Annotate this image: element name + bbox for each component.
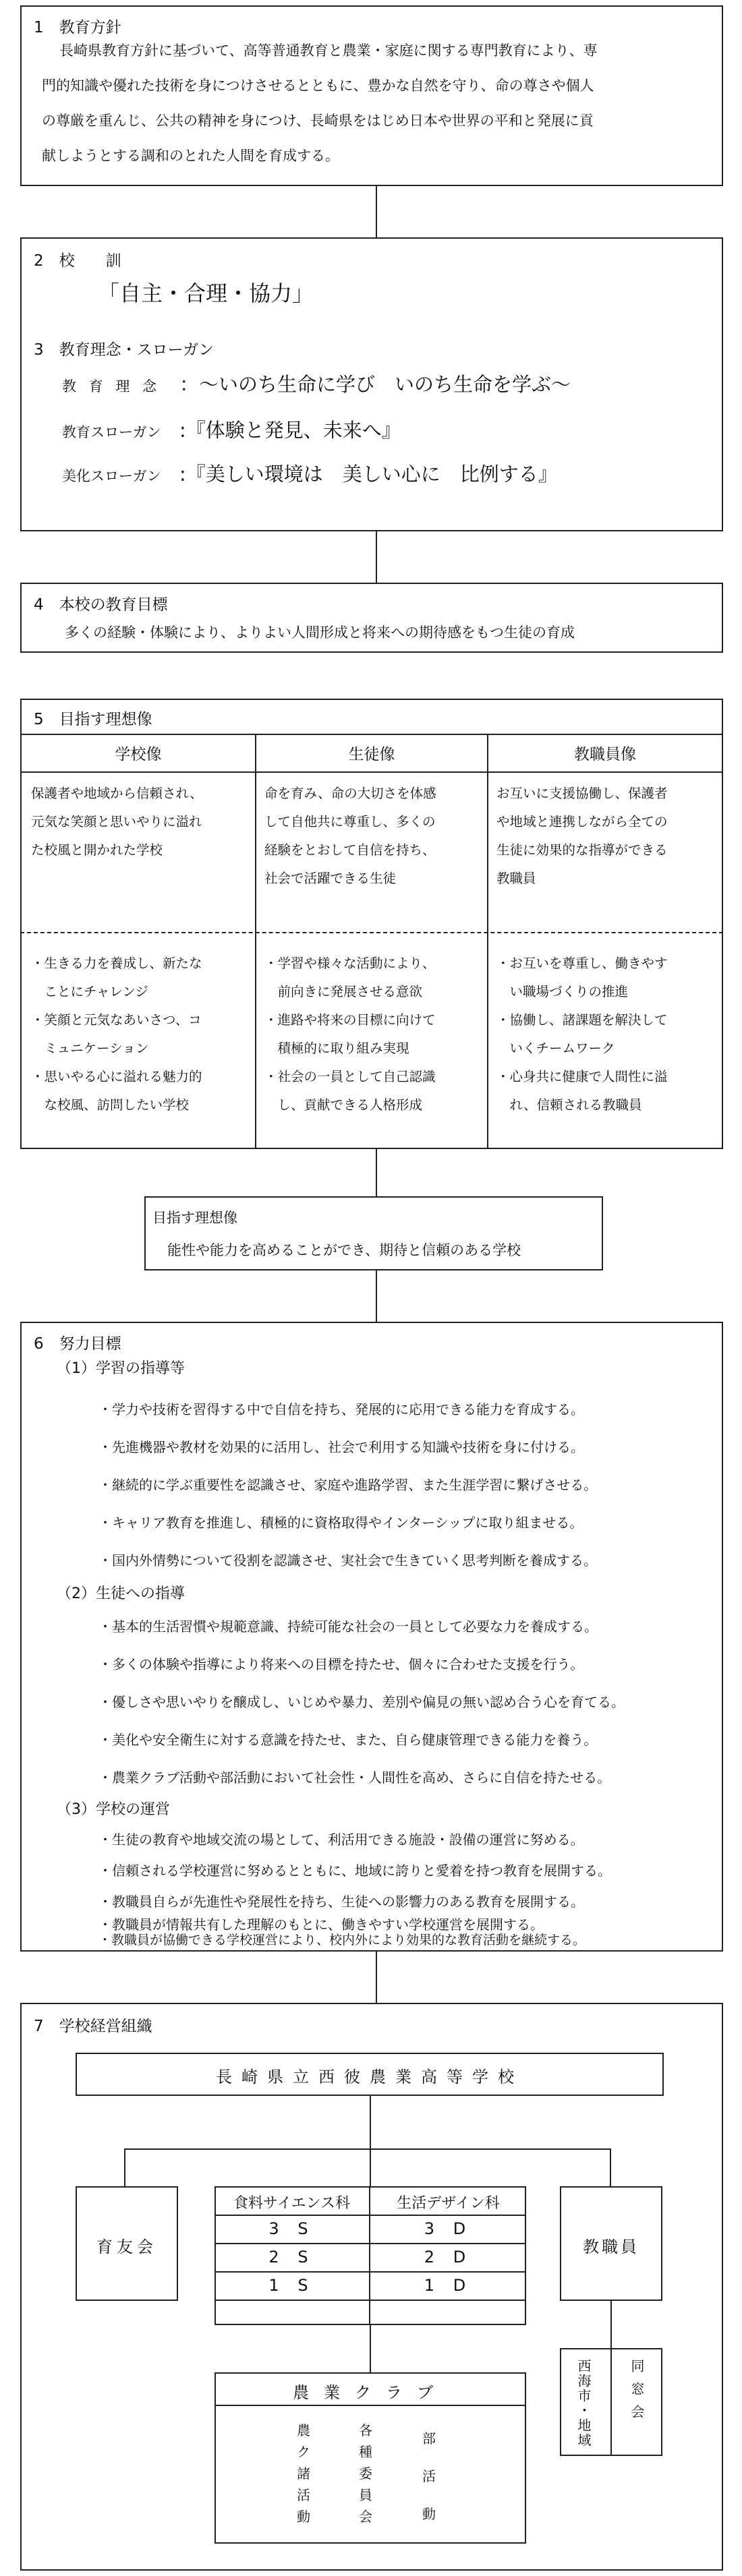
column-divider [255, 734, 256, 1149]
policy-line-1: 長崎県教育方針に基づいて、高等普通教育と農業・家庭に関する専門教育により、専 [59, 42, 598, 59]
dept-row-border [215, 2215, 526, 2216]
dept-row-border [215, 2300, 526, 2301]
grade-cell: 3 S [268, 2219, 315, 2238]
student-image-line: 経験をとおして自信を持ち、 [264, 842, 436, 858]
staff-list-item: いくチームワーク [496, 1041, 615, 1056]
student-image-line: 社会で活躍できる生徒 [264, 871, 397, 886]
school-list-item: ことにチャレンジ [31, 984, 148, 999]
slogan-value-philosophy: ：～いのち生命に学び いのち生命を学ぶ～ [179, 373, 571, 396]
staff-label: 教職員 [583, 2237, 639, 2256]
grade-cell: 2 D [424, 2248, 473, 2266]
connector [376, 531, 377, 583]
section-title-education-goal: 4 本校の教育目標 [34, 596, 168, 614]
goal-item: ・生徒の教育や地域交流の場として、利活用できる施設・設備の運営に努める。 [98, 1832, 584, 1848]
staff-image-line: や地域と連携しながら全ての [496, 814, 668, 829]
goal-item: ・教職員が情報共有した理解のもとに、働きやすい学校運営を展開する。 [98, 1916, 544, 1933]
ideal-school-text: 能性や能力を高めることができ、期待と信頼のある学校 [167, 1242, 521, 1258]
goal-item: ・国内外情勢について役割を認識させ、実社会で生きていく思考判断を養成する。 [98, 1552, 597, 1569]
slogan-label-philosophy: 教 育 理 念 [62, 378, 161, 394]
school-list-item: ・生きる力を養成し、新たな [31, 956, 202, 971]
org-connector [124, 2148, 610, 2150]
section-title-motto: 2 校 訓 [34, 252, 121, 270]
section-title-effort-goals: 6 努力目標 [34, 1335, 121, 1353]
dept-header-food-science: 食料サイエンス科 [233, 2195, 350, 2212]
dept-row-border [215, 2271, 526, 2273]
goal-item: ・優しさや思いやりを醸成し、いじめや暴力、差別や偏見の無い認め合う心を育てる。 [98, 1694, 625, 1710]
goal-item: ・信頼される学校運営に努めるとともに、地域に誇りと愛着を持つ教育を展開する。 [98, 1863, 611, 1879]
school-image-line: た校風と開かれた学校 [31, 842, 163, 858]
staff-list-item: ・協働し、諸課題を解決して [496, 1012, 668, 1028]
goal-item: ・教職員が協働できる学校運営により、校内外により効果的な教育活動を継続する。 [98, 1933, 586, 1948]
pta-label: 育友会 [96, 2237, 157, 2256]
staff-list-item: い職場づくりの推進 [496, 984, 629, 999]
staff-list-item: ・お互いを尊重し、働きやす [496, 956, 668, 971]
column-header-student: 生徒像 [348, 746, 395, 763]
org-connector [610, 2301, 612, 2348]
policy-line-4: 献しようとする調和のとれた人間を育成する。 [42, 148, 339, 164]
connector [376, 1149, 377, 1196]
goal-item: ・教職員自らが先進性や発展性を持ち、生徒への影響力のある教育を展開する。 [98, 1894, 584, 1910]
community-divider [610, 2348, 612, 2456]
community-label: 西海市・地域 [575, 2359, 592, 2448]
dept-header-life-design: 生活デザイン科 [397, 2195, 500, 2212]
dept-row-border [215, 2243, 526, 2244]
club-clubs: 部活動 [422, 2430, 443, 2522]
school-image-line: 元気な笑顔と思いやりに溢れ [31, 814, 202, 829]
student-list-item: ・学習や様々な活動により、 [264, 956, 436, 971]
policy-line-3: の尊厳を重んじ、公共の精神を身につけ、長崎県をはじめ日本や世界の平和と発展に貢 [42, 113, 594, 129]
staff-image-line: 生徒に効果的な指導ができる [496, 842, 668, 858]
policy-line-2: 門的知識や優れた技術を身につけさせるとともに、豊かな自然を守り、命の尊さや個人 [42, 78, 594, 94]
school-motto: 「自主・合理・協力」 [98, 281, 314, 306]
staff-image-line: お互いに支援協働し、保護者 [496, 786, 668, 801]
table-header-border [20, 771, 723, 773]
student-image-line: 命を育み、命の大切さを体感 [264, 786, 436, 801]
school-list-item: な校風、訪問したい学校 [31, 1097, 190, 1113]
ideal-school-title: 目指す理想像 [152, 1210, 237, 1226]
staff-list-item: ・心身共に健康で人間性に溢 [496, 1069, 668, 1084]
org-connector [370, 2096, 371, 2148]
staff-list-item: れ、信頼される教職員 [496, 1097, 642, 1113]
school-name: 長崎県立西彼農業高等学校 [216, 2068, 523, 2086]
student-list-item: 積極的に取り組み実現 [264, 1041, 409, 1056]
grade-cell: 1 S [268, 2276, 315, 2295]
org-connector [124, 2148, 125, 2186]
school-list-item: ・思いやる心に溢れる魅力的 [31, 1069, 202, 1084]
goal-group-heading: （3）学校の運営 [57, 1801, 170, 1818]
org-connector [610, 2148, 611, 2186]
org-connector [370, 2325, 371, 2372]
student-list-item: 前向きに発展させる意欲 [264, 984, 423, 999]
club-activity: 農ク諸活動 [297, 2422, 317, 2525]
org-connector [370, 2148, 371, 2186]
column-header-staff: 教職員像 [574, 746, 636, 763]
student-list-item: し、貢献できる人格形成 [264, 1097, 423, 1113]
goal-item: ・多くの体験や指導により将来への目標を持たせ、個々に合わせた支援を行う。 [98, 1656, 584, 1672]
connector [376, 186, 377, 237]
grade-cell: 3 D [424, 2219, 473, 2238]
grade-cell: 2 S [268, 2248, 315, 2266]
student-list-item: ・進路や将来の目標に向けて [264, 1012, 436, 1028]
column-header-school: 学校像 [115, 746, 162, 763]
slogan-label-beautify: 美化スローガン [62, 468, 161, 484]
goal-item: ・キャリア教育を推進し、積極的に資格取得やインターシップに取り組ませる。 [98, 1515, 583, 1531]
farm-club-title: 農業クラブ [293, 2383, 448, 2402]
alumni-label: 同窓会 [629, 2359, 645, 2428]
connector [376, 1952, 377, 2003]
student-image-line: して自他共に尊重し、多くの [264, 814, 436, 829]
column-divider [487, 734, 488, 1149]
goal-item: ・継続的に学ぶ重要性を認識させ、家庭や進路学習、また生涯学習に繋げさせる。 [98, 1477, 598, 1493]
slogan-value-beautify: :『美しい環境は 美しい心に 比例する』 [179, 463, 558, 486]
education-goal-text: 多くの経験・体験により、よりよい人間形成と将来への期待感をもつ生徒の育成 [65, 624, 575, 641]
school-list-item: ミュニケーション [31, 1041, 149, 1056]
staff-image-line: 教職員 [496, 871, 536, 886]
grade-cell: 1 D [424, 2276, 473, 2295]
section-title-organization: 7 学校経営組織 [34, 2018, 152, 2035]
goal-item: ・美化や安全衛生に対する意識を持たせ、また、自ら健康管理できる能力を養う。 [98, 1732, 598, 1748]
slogan-label-education: 教育スローガン [62, 424, 161, 440]
farm-club-divider [215, 2405, 526, 2406]
goal-item: ・学力や技術を習得する中で自信を持ち、発展的に応用できる能力を育成する。 [98, 1401, 584, 1417]
connector [376, 1270, 377, 1322]
goal-group-heading: （1）学習の指導等 [57, 1360, 185, 1377]
goal-item: ・先進機器や教材を効果的に活用し、社会で利用する知識や技術を身に付ける。 [98, 1439, 584, 1455]
table-top-border [20, 734, 723, 735]
club-committees: 各種委員会 [359, 2422, 379, 2525]
school-image-line: 保護者や地域から信頼され、 [31, 786, 203, 801]
school-list-item: ・笑顔と元気なあいさつ、コ [31, 1012, 202, 1028]
section-title-ideal-images: 5 目指す理想像 [34, 711, 152, 728]
section-title-education-policy: 1 教育方針 [34, 19, 121, 36]
slogan-value-education: :『体験と発見、未来へ』 [179, 419, 401, 442]
goal-group-heading: （2）生徒への指導 [57, 1585, 185, 1602]
section-title-slogans: 3 教育理念・スローガン [34, 341, 215, 359]
goal-item: ・農業クラブ活動や部活動において社会性・人間性を高め、さらに自信を持たせる。 [98, 1769, 611, 1786]
student-list-item: ・社会の一員として自己認識 [264, 1069, 436, 1084]
goal-item: ・基本的生活習慣や規範意識、持続可能な社会の一員として必要な力を養成する。 [98, 1618, 598, 1635]
table-dashed-divider [20, 932, 723, 933]
